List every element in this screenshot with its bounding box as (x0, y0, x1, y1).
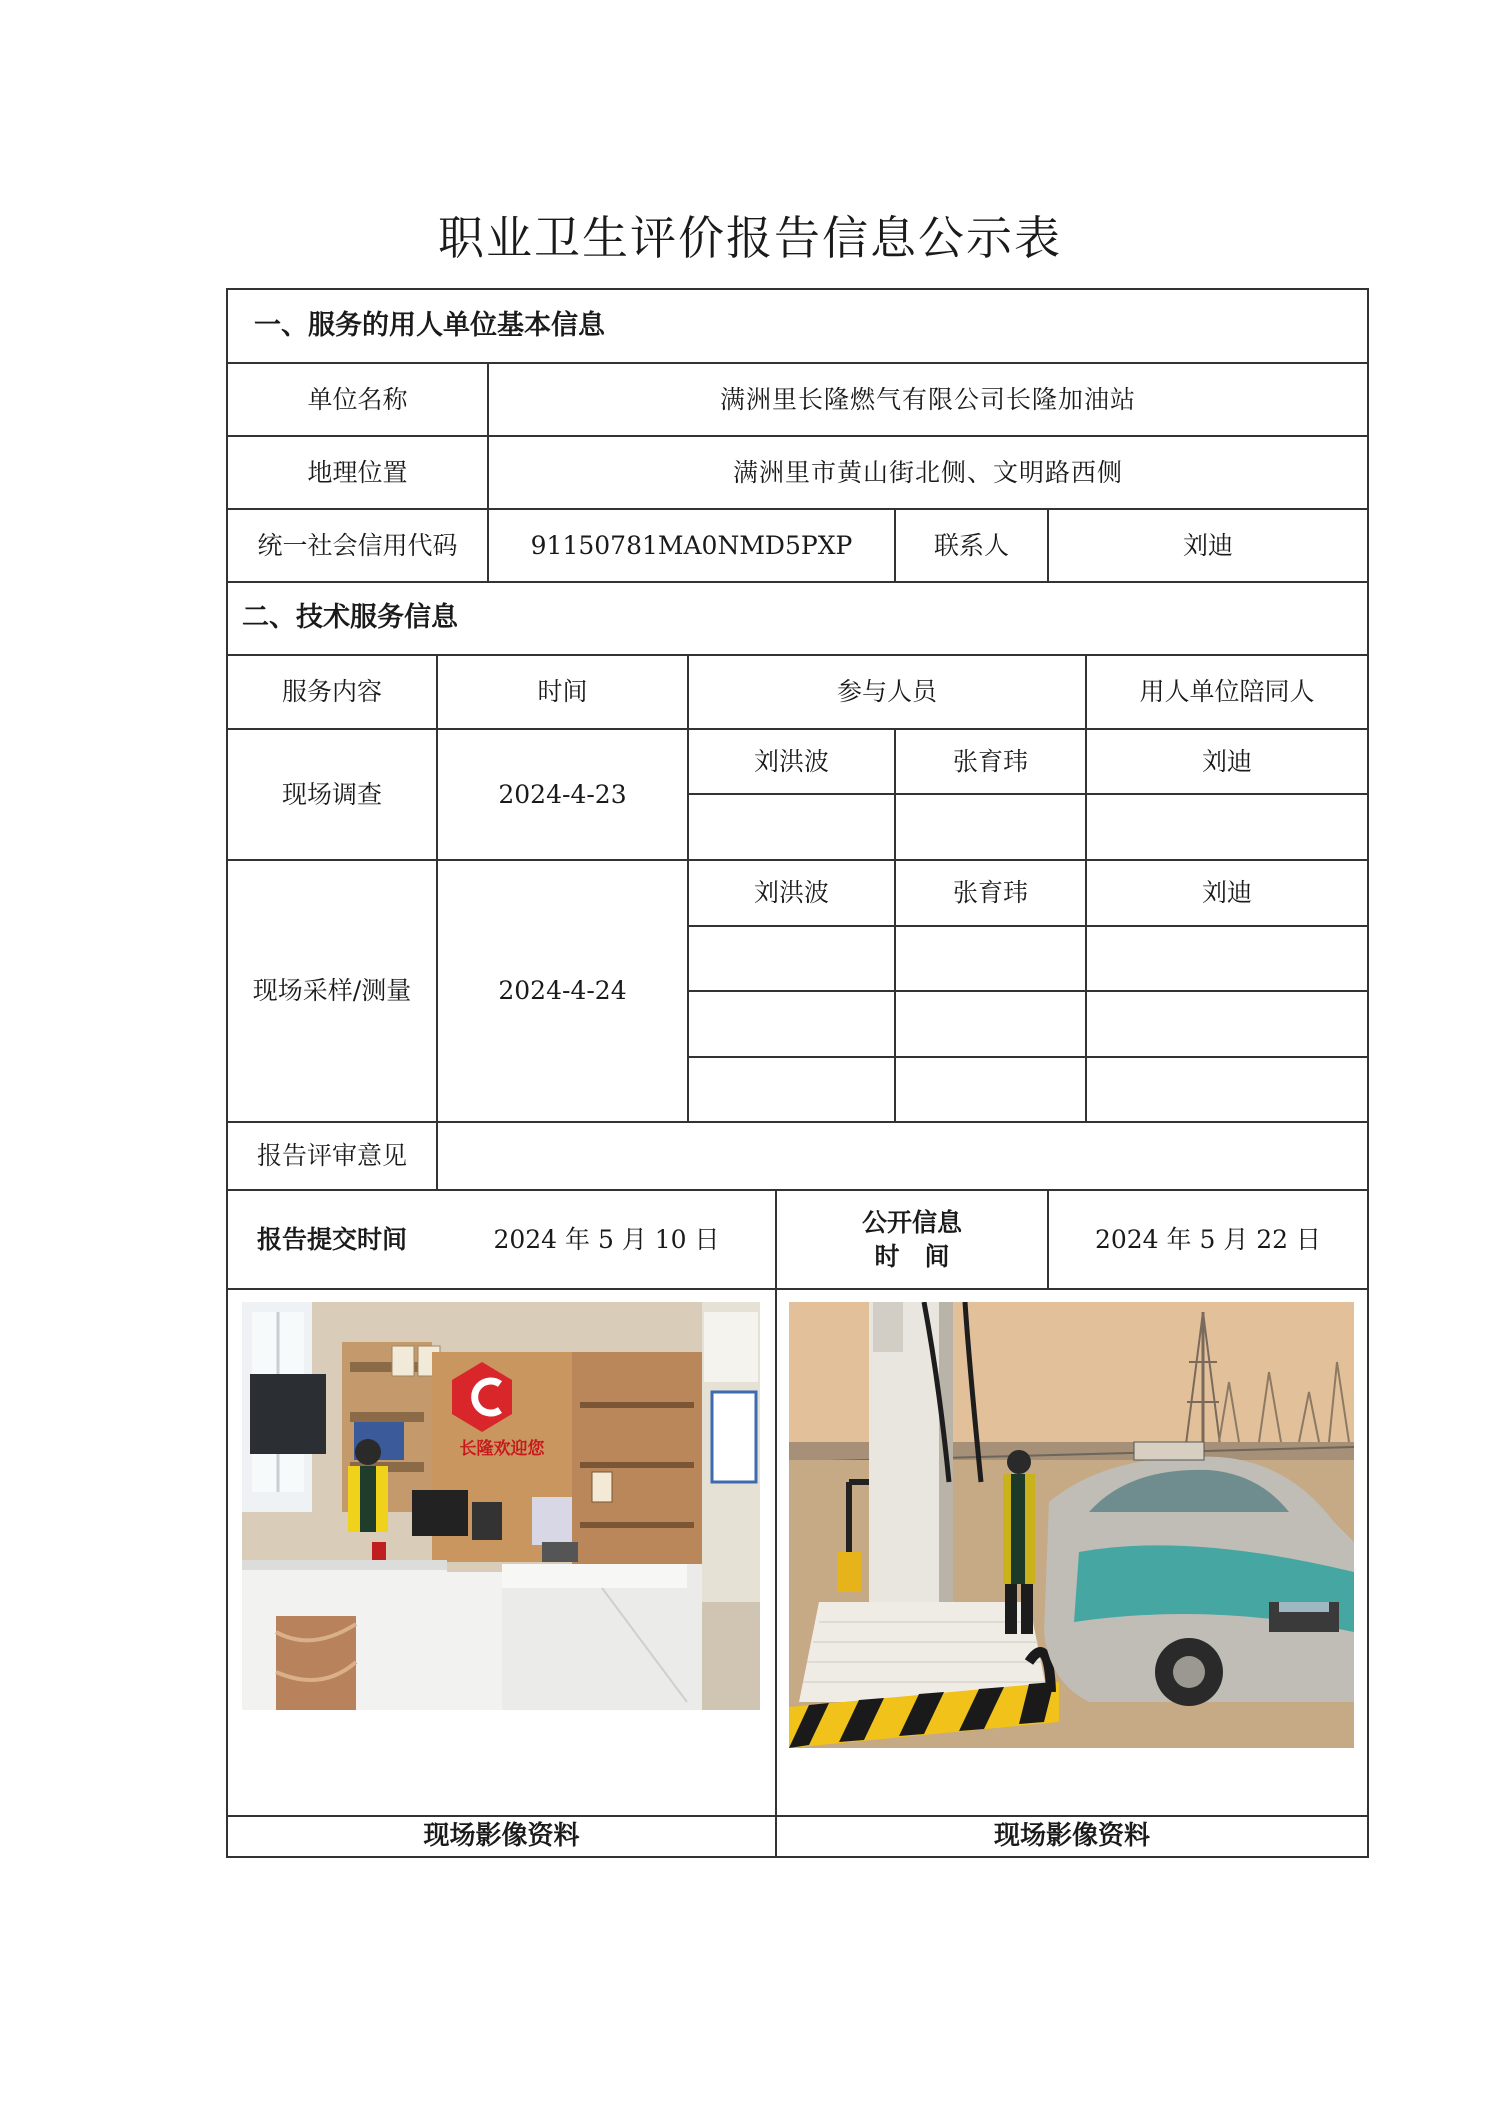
sampling-escort: 刘迪 (1201, 878, 1252, 908)
location-label: 地理位置 (307, 457, 408, 487)
location-value: 满洲里市黄山街北侧、文明路西侧 (732, 457, 1123, 487)
site-photo-fueling (789, 1302, 1354, 1748)
unit-name-label: 单位名称 (307, 384, 408, 414)
credit-code-value: 91150781MA0NMD5PXP (530, 530, 853, 560)
contact-label: 联系人 (933, 530, 1009, 560)
survey-escort: 刘迪 (1201, 746, 1252, 776)
publish-label-line1: 公开信息 (861, 1207, 962, 1237)
publish-label (777, 1191, 1047, 1288)
publish-label-line2: 时 间 (874, 1241, 950, 1271)
header-participants: 参与人员 (836, 677, 937, 707)
sampling-date: 2024-4-24 (498, 976, 627, 1006)
submit-label: 报告提交时间 (256, 1224, 407, 1254)
welcome-sign: 长隆欢迎您 (459, 1439, 545, 1459)
photo-caption-right: 现场影像资料 (993, 1820, 1150, 1851)
review-value (438, 1123, 1367, 1189)
publish-date: 2024 年 5 月 22 日 (1094, 1224, 1322, 1254)
header-escort: 用人单位陪同人 (1139, 677, 1315, 707)
header-service: 服务内容 (281, 677, 382, 707)
section1-heading: 一、服务的用人单位基本信息 (254, 309, 605, 341)
review-label: 报告评审意见 (256, 1141, 407, 1171)
unit-name-value: 满洲里长隆燃气有限公司长隆加油站 (719, 384, 1136, 414)
photo-caption-left: 现场影像资料 (423, 1820, 580, 1851)
page-title: 职业卫生评价报告信息公示表 (438, 211, 1062, 265)
sampling-person1: 刘洪波 (753, 878, 829, 908)
survey-label: 现场调查 (281, 779, 382, 809)
submit-date: 2024 年 5 月 10 日 (493, 1224, 720, 1254)
credit-code-label: 统一社会信用代码 (257, 530, 458, 560)
site-photo-interior (242, 1302, 760, 1710)
survey-date: 2024-4-23 (498, 779, 627, 809)
contact-value: 刘迪 (1182, 530, 1233, 560)
survey-person2: 张育玮 (952, 746, 1028, 776)
header-time: 时间 (537, 677, 588, 707)
sampling-person2: 张育玮 (952, 878, 1028, 908)
section2-heading: 二、技术服务信息 (242, 602, 458, 634)
sampling-label: 现场采样/测量 (252, 976, 412, 1006)
survey-person1: 刘洪波 (753, 746, 829, 776)
